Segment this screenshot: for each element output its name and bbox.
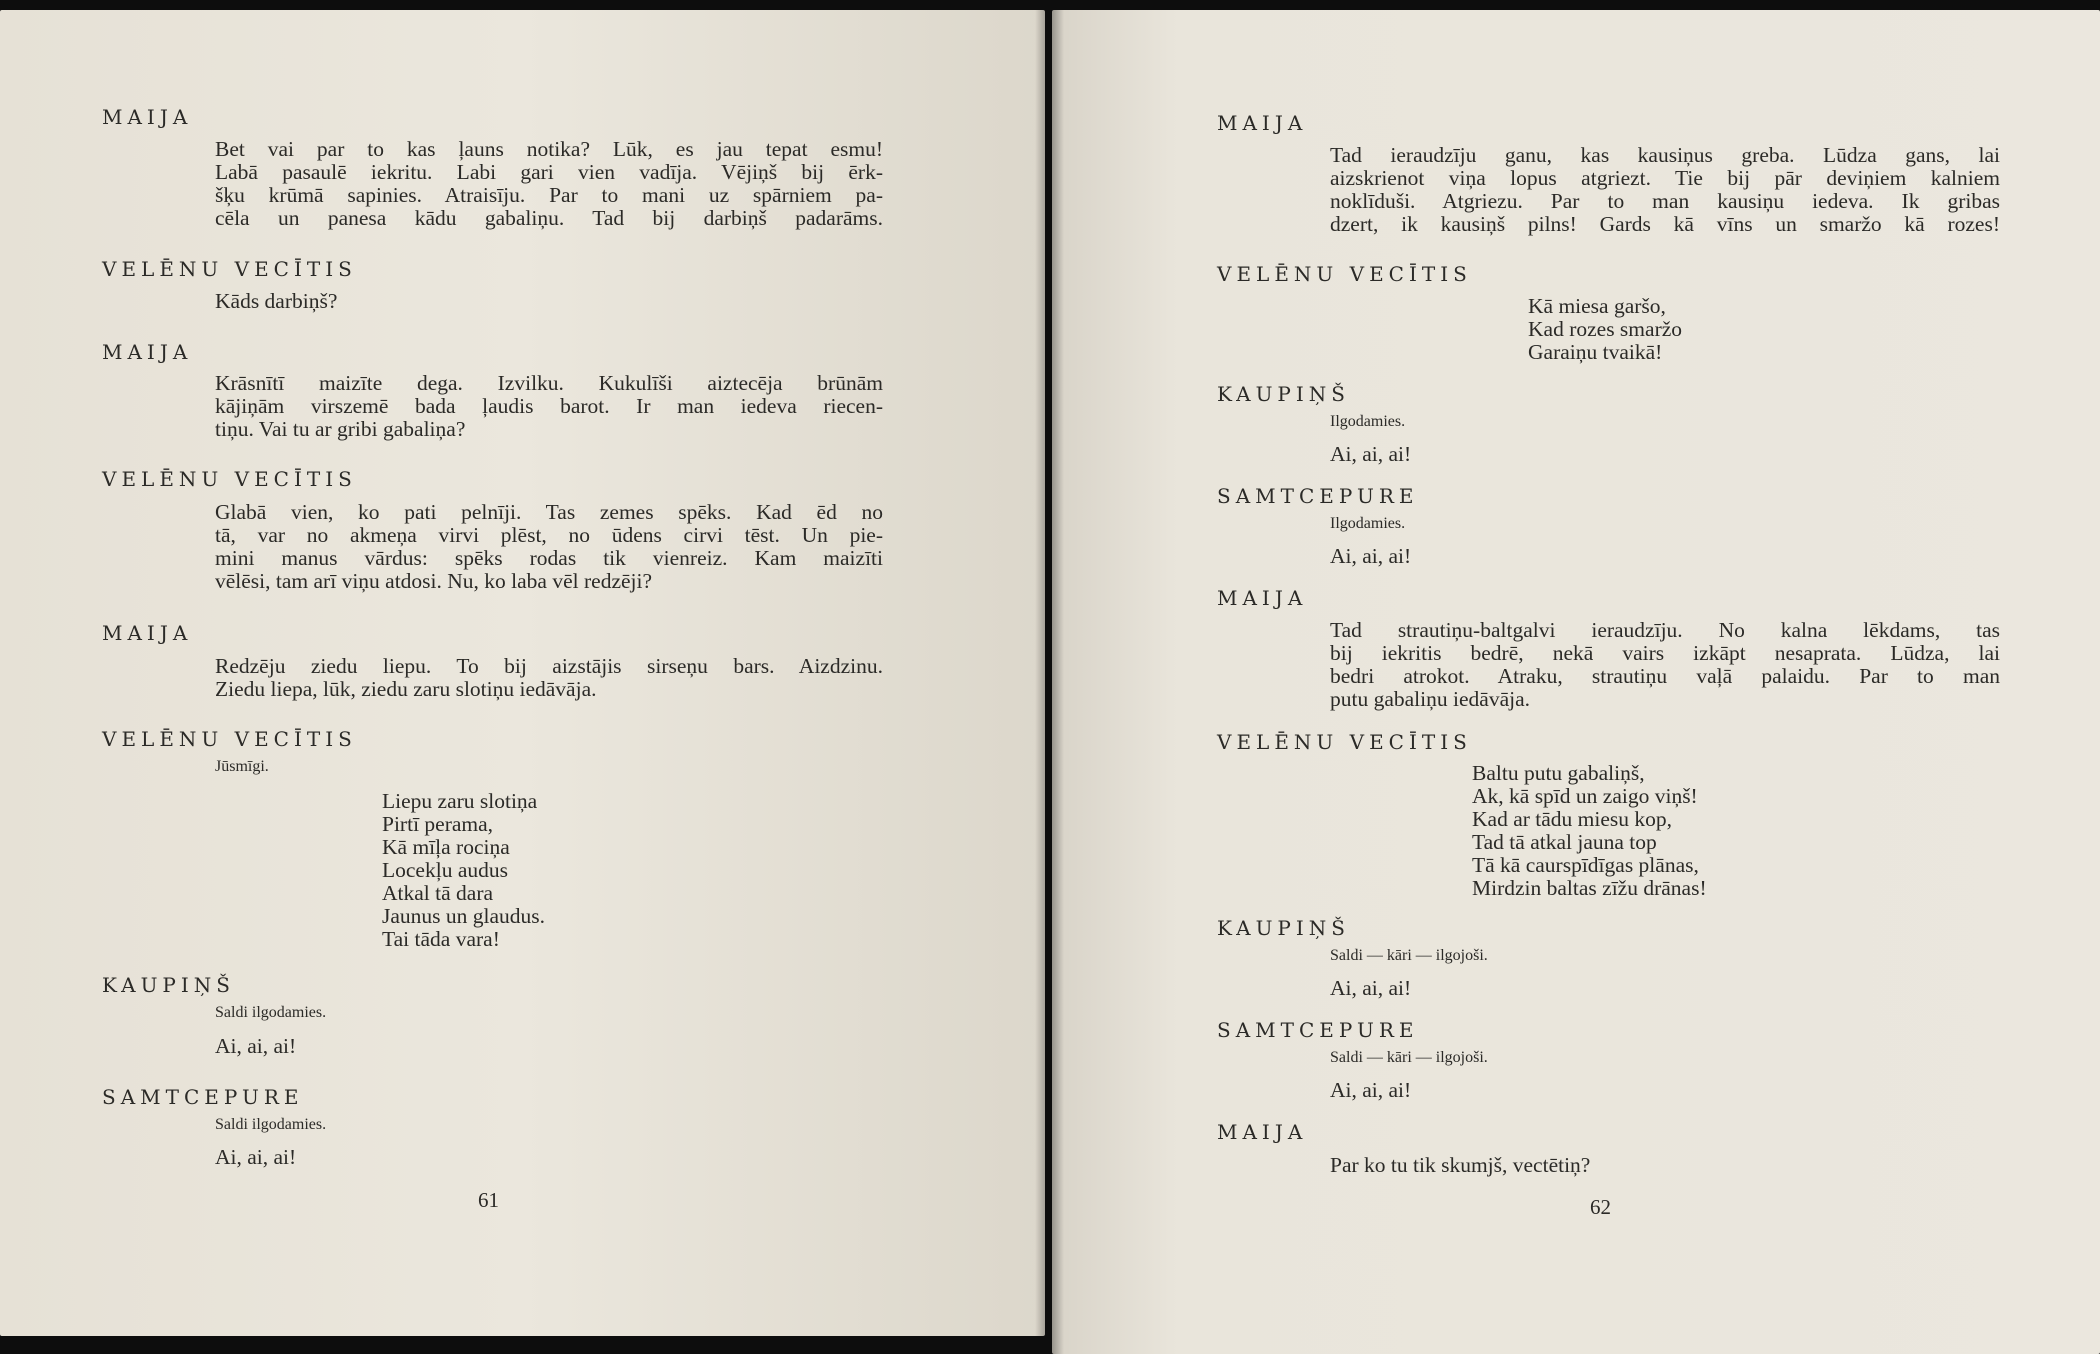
- verse-text: Kā miesa garšo, Kad rozes smaržo Garaiņu tvaikā!: [1528, 294, 1683, 364]
- speaker-name: KAUPIŅŠ: [102, 973, 235, 997]
- dialogue-text: Ai, ai, ai!: [1330, 976, 1412, 1000]
- speaker-name: VELĒNU VECĪTIS: [1217, 262, 1472, 286]
- dialogue-text: Krāsnītī maizīte dega. Izvilku. Kukulīši aiztecēja brūnām kājiņām virszemē bada ļaudis barot. Ir man iedeva riecen- tiņu. Vai tu ar gribi gabaliņa?: [215, 371, 883, 441]
- speaker-name: MAIJA: [102, 105, 193, 129]
- speaker-name: VELĒNU VECĪTIS: [102, 727, 357, 751]
- speaker-name: SAMTCEPURE: [102, 1085, 304, 1109]
- stage-direction: Saldi ilgodamies.: [215, 1116, 327, 1133]
- speaker-name: VELĒNU VECĪTIS: [1217, 730, 1472, 754]
- stage-direction: Saldi — kāri — ilgojoši.: [1330, 1049, 1488, 1066]
- verse-text: Liepu zaru slotiņa Pirtī perama, Kā mīļa rociņa Locekļu audus Atkal tā dara Jaunus un glaudus. Tai tāda vara!: [382, 789, 546, 951]
- speaker-name: MAIJA: [102, 621, 193, 645]
- verse-text: Baltu putu gabaliņš, Ak, kā spīd un zaigo viņš! Kad ar tādu miesu kop, Tad tā atkal jauna top Tā kā caurspīdīgas plānas, Mirdzin baltas zīžu drānas!: [1472, 761, 1707, 900]
- page-number: 62: [1590, 1195, 1611, 1219]
- stage-direction: Ilgodamies.: [1330, 515, 1406, 532]
- left-page: [0, 10, 1045, 1336]
- page-number: 61: [478, 1188, 499, 1212]
- speaker-name: SAMTCEPURE: [1217, 1018, 1419, 1042]
- dialogue-text: Bet vai par to kas ļauns notika? Lūk, es jau tepat esmu! Labā pasaulē iekritu. Labi gari vien vadīja. Vējiņš bij ērk- šķu krūmā sapinies. Atraisīju. Par to mani uz spārniem pa- cēla un panesa kādu gabaliņu. Tad bij darbiņš padarāms.: [215, 137, 883, 230]
- dialogue-text: Glabā vien, ko pati pelnīji. Tas zemes spēks. Kad ēd no tā, var no akmeņa virvi plēst, no ūdens cirvi tēst. Un pie- mini manus vārdus: spēks rodas tik vienreiz. Kam maizīti vēlēsi, tam arī viņu atdosi. Nu, ko laba vēl redzēji?: [215, 500, 883, 593]
- stage-direction: Saldi — kāri — ilgojoši.: [1330, 947, 1488, 964]
- speaker-name: MAIJA: [1217, 111, 1308, 135]
- stage-direction: Saldi ilgodamies.: [215, 1004, 327, 1021]
- dialogue-text: Ai, ai, ai!: [215, 1145, 297, 1169]
- speaker-name: VELĒNU VECĪTIS: [102, 257, 357, 281]
- dialogue-text: Par ko tu tik skumjš, vectētiņ?: [1330, 1153, 1591, 1177]
- speaker-name: KAUPIŅŠ: [1217, 916, 1350, 940]
- dialogue-text: Tad strautiņu-baltgalvi ieraudzīju. No kalna lēkdams, tas bij iekritis bedrē, nekā vairs izkāpt nesaprata. Lūdza, lai bedri atrokot. Atraku, strautiņu vaļā palaidu. Par to man putu gabaliņu iedāvāja.: [1330, 618, 2000, 711]
- dialogue-text: Ai, ai, ai!: [1330, 442, 1412, 466]
- speaker-name: MAIJA: [1217, 1120, 1308, 1144]
- right-page: [1052, 10, 2100, 1354]
- page-gutter-shadow: [1052, 10, 1064, 1354]
- dialogue-text: Ai, ai, ai!: [1330, 544, 1412, 568]
- speaker-name: KAUPIŅŠ: [1217, 382, 1350, 406]
- stage-direction: Jūsmīgi.: [215, 758, 269, 775]
- dialogue-text: Kāds darbiņš?: [215, 289, 338, 313]
- speaker-name: MAIJA: [1217, 586, 1308, 610]
- speaker-name: VELĒNU VECĪTIS: [102, 467, 357, 491]
- dialogue-text: Tad ieraudzīju ganu, kas kausiņus greba. Lūdza gans, lai aizskrienot viņa lopus atgriezt. Tie bij pār deviņiem kalniem noklīduši. Atgriezu. Par to man kausiņu iedeva. Ik gribas dzert, ik kausiņš pilns! Gards kā vīns un smaržo kā rozes!: [1330, 143, 2000, 236]
- dialogue-text: Redzēju ziedu liepu. To bij aizstājis sirseņu bars. Aizdzinu. Ziedu liepa, lūk, ziedu zaru slotiņu iedāvāja.: [215, 654, 883, 701]
- dialogue-text: Ai, ai, ai!: [1330, 1078, 1412, 1102]
- speaker-name: MAIJA: [102, 340, 193, 364]
- dialogue-text: Ai, ai, ai!: [215, 1034, 297, 1058]
- page-gutter-shadow: [1035, 10, 1045, 1336]
- stage-direction: Ilgodamies.: [1330, 413, 1406, 430]
- speaker-name: SAMTCEPURE: [1217, 484, 1419, 508]
